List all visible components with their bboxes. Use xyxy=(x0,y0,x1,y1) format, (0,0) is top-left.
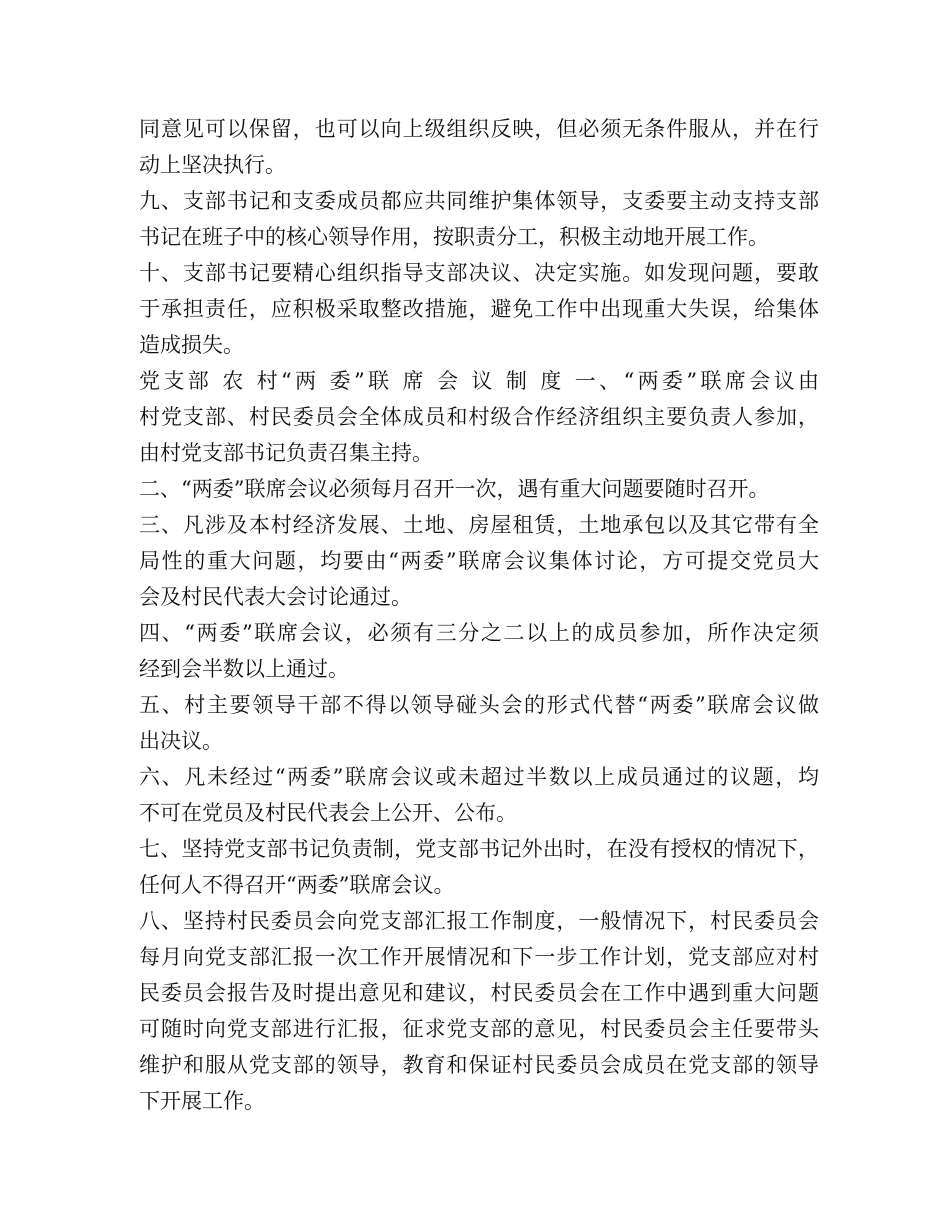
text-line: 六、凡未经过“两委”联席会议或未超过半数以上成员通过的议题，均 xyxy=(139,765,819,789)
text-line: 七、坚持党支部书记负责制，党支部书记外出时，在没有授权的情况下， xyxy=(139,837,819,861)
text-line: 书记在班子中的核心领导作用，按职责分工，积极主动地开展工作。 xyxy=(139,225,769,249)
text-line: 下开展工作。 xyxy=(139,1089,265,1113)
text-line: 出决议。 xyxy=(139,729,223,753)
text-line: 同意见可以保留，也可以向上级组织反映，但必须无条件服从，并在行 xyxy=(139,117,819,141)
text-line: 每月向党支部汇报一次工作开展情况和下一步工作计划，党支部应对村 xyxy=(139,945,819,969)
text-line: 会及村民代表大会讨论通过。 xyxy=(139,585,412,609)
text-line: 党支部 农 村“两 委”联 席 会 议 制 度 一、“两委”联席会议由 xyxy=(139,369,819,393)
text-line: 不可在党员及村民代表会上公开、公布。 xyxy=(139,801,517,825)
text-line: 十、支部书记要精心组织指导支部决议、决定实施。如发现问题，要敢 xyxy=(139,261,819,285)
text-line: 村党支部、村民委员会全体成员和村级合作经济组织主要负责人参加， xyxy=(139,405,819,429)
text-line: 可随时向党支部进行汇报，征求党支部的意见，村民委员会主任要带头 xyxy=(139,1017,819,1041)
text-line: 经到会半数以上通过。 xyxy=(139,657,349,681)
text-line: 八、坚持村民委员会向党支部汇报工作制度，一般情况下，村民委员会 xyxy=(139,909,819,933)
text-line: 动上坚决执行。 xyxy=(139,153,286,177)
text-line: 局性的重大问题，均要由“两委”联席会议集体讨论，方可提交党员大 xyxy=(139,549,819,573)
text-line: 民委员会报告及时提出意见和建议，村民委员会在工作中遇到重大问题 xyxy=(139,981,819,1005)
text-line: 维护和服从党支部的领导，教育和保证村民委员会成员在党支部的领导 xyxy=(139,1053,819,1077)
text-line: 五、村主要领导干部不得以领导碰头会的形式代替“两委”联席会议做 xyxy=(139,693,819,717)
text-line: 三、凡涉及本村经济发展、土地、房屋租赁，土地承包以及其它带有全 xyxy=(139,513,819,537)
document-body-text xyxy=(139,111,819,1119)
text-line: 任何人不得召开“两委”联席会议。 xyxy=(139,873,455,897)
text-line: 二、“两委”联席会议必须每月召开一次，遇有重大问题要随时召开。 xyxy=(139,477,770,501)
text-line: 四、“两委”联席会议，必须有三分之二以上的成员参加，所作决定须 xyxy=(139,621,819,645)
text-line: 造成损失。 xyxy=(139,333,244,357)
text-line: 于承担责任，应积极采取整改措施，避免工作中出现重大失误，给集体 xyxy=(139,297,819,321)
text-line: 由村党支部书记负责召集主持。 xyxy=(139,441,433,465)
text-line: 九、支部书记和支委成员都应共同维护集体领导，支委要主动支持支部 xyxy=(139,189,819,213)
